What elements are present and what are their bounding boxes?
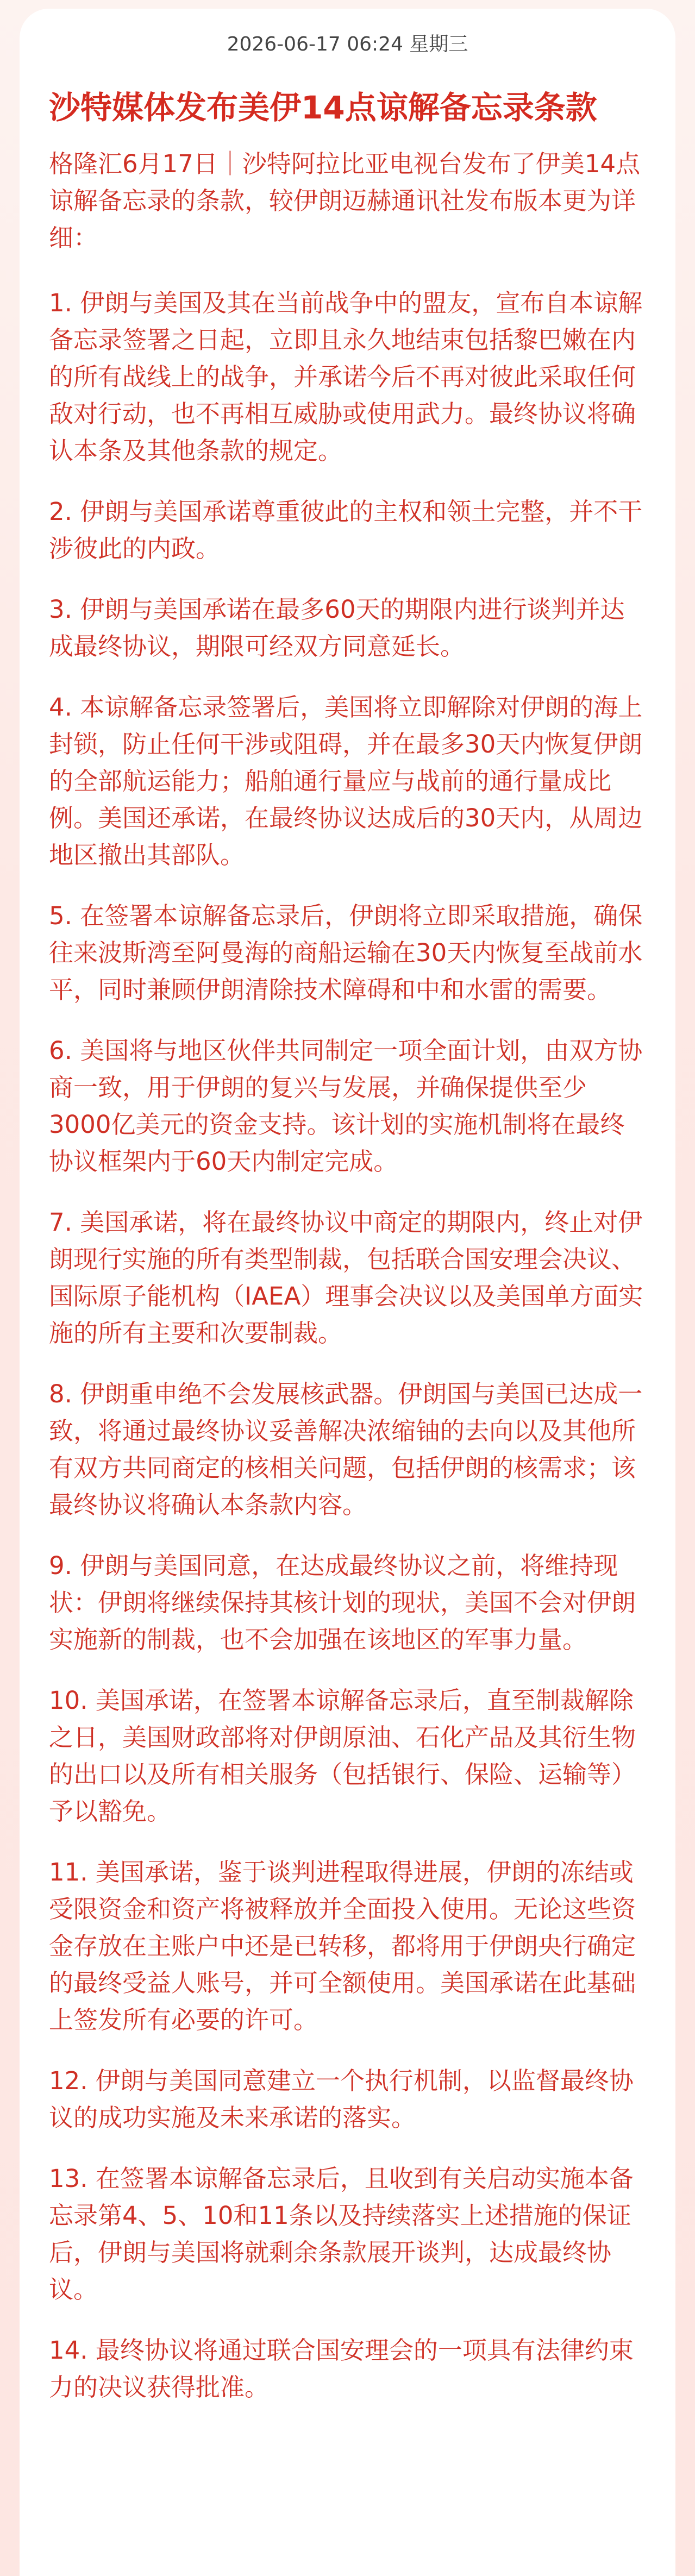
clause-item: 13. 在签署本谅解备忘录后，且收到有关启动实施本备忘录第4、5、10和11条以及持续落实上述措施的保证后，伊朗与美国将就剩余条款展开谈判，达成最终协议。 [49,2164,634,2304]
clause-item: 14. 最终协议将通过联合国安理会的一项具有法律约束力的决议获得批准。 [49,2336,634,2402]
clause-item: 4. 本谅解备忘录签署后，美国将立即解除对伊朗的海上封锁，防止任何干涉或阻碍，并在最多30天内恢复伊朗的全部航运能力；船舶通行量应与战前的通行量成比例。美国还承诺，在最终协议达成后的30天内，从周边地区撤出其部队。 [49,693,643,869]
clause-item: 8. 伊朗重申绝不会发展核武器。伊朗国与美国已达成一致，将通过最终协议妥善解决浓缩铀的去向以及其他所有双方共同商定的核相关问题，包括伊朗的核需求；该最终协议将确认本条款内容。 [49,1380,643,1519]
clause-item: 7. 美国承诺，将在最终协议中商定的期限内，终止对伊朗现行实施的所有类型制裁，包括联合国安理会决议、国际原子能机构（IAEA）理事会决议以及美国单方面实施的所有主要和次要制裁。 [49,1208,643,1347]
clause-item: 6. 美国将与地区伙伴共同制定一项全面计划，由双方协商一致，用于伊朗的复兴与发展，并确保提供至少3000亿美元的资金支持。该计划的实施机制将在最终协议框架内于60天内制定完成。 [49,1036,643,1176]
clause-item: 2. 伊朗与美国承诺尊重彼此的主权和领土完整，并不干涉彼此的内政。 [49,497,643,563]
clause-item: 12. 伊朗与美国同意建立一个执行机制，以监督最终协议的成功实施及未来承诺的落实。 [49,2066,634,2132]
clause-item: 1. 伊朗与美国及其在当前战争中的盟友，宣布自本谅解备忘录签署之日起，立即且永久地结束包括黎巴嫩在内的所有战线上的战争，并承诺今后不再对彼此采取任何敌对行动，也不再相互威胁或使用武力。最终协议将确认本条及其他条款的规定。 [49,289,643,465]
article-lead: 格隆汇6月17日｜沙特阿拉比亚电视台发布了伊美14点谅解备忘录的条款，较伊朗迈赫通讯社发布版本更为详细： [49,149,641,252]
clause-item: 11. 美国承诺，鉴于谈判进程取得进展，伊朗的冻结或受限资金和资产将被释放并全面投入使用。无论这些资金存放在主账户中还是已转移，都将用于伊朗央行确定的最终受益人账号，并可全额使用。美国承诺在此基础上签发所有必要的许可。 [49,1858,636,2034]
clause-item: 3. 伊朗与美国承诺在最多60天的期限内进行谈判并达成最终协议，期限可经双方同意延长。 [49,595,625,661]
clause-item: 9. 伊朗与美国同意，在达成最终协议之前，将维持现状：伊朗将继续保持其核计划的现状，美国不会对伊朗实施新的制裁，也不会加强在该地区的军事力量。 [49,1551,636,1654]
clause-item: 5. 在签署本谅解备忘录后，伊朗将立即采取措施，确保往来波斯湾至阿曼海的商船运输在30天内恢复至战前水平，同时兼顾伊朗清除技术障碍和中和水雷的需要。 [49,901,643,1004]
clause-list [49,285,646,2406]
article-title: 沙特媒体发布美伊14点谅解备忘录条款 [49,89,597,126]
post-datetime: 2026-06-17 06:24 星期三 [227,33,468,55]
clause-item: 10. 美国承诺，在签署本谅解备忘录后，直至制裁解除之日，美国财政部将对伊朗原油、石化产品及其衍生物的出口以及所有相关服务（包括银行、保险、运输等）予以豁免。 [49,1686,636,1826]
article-card [20,9,675,2576]
